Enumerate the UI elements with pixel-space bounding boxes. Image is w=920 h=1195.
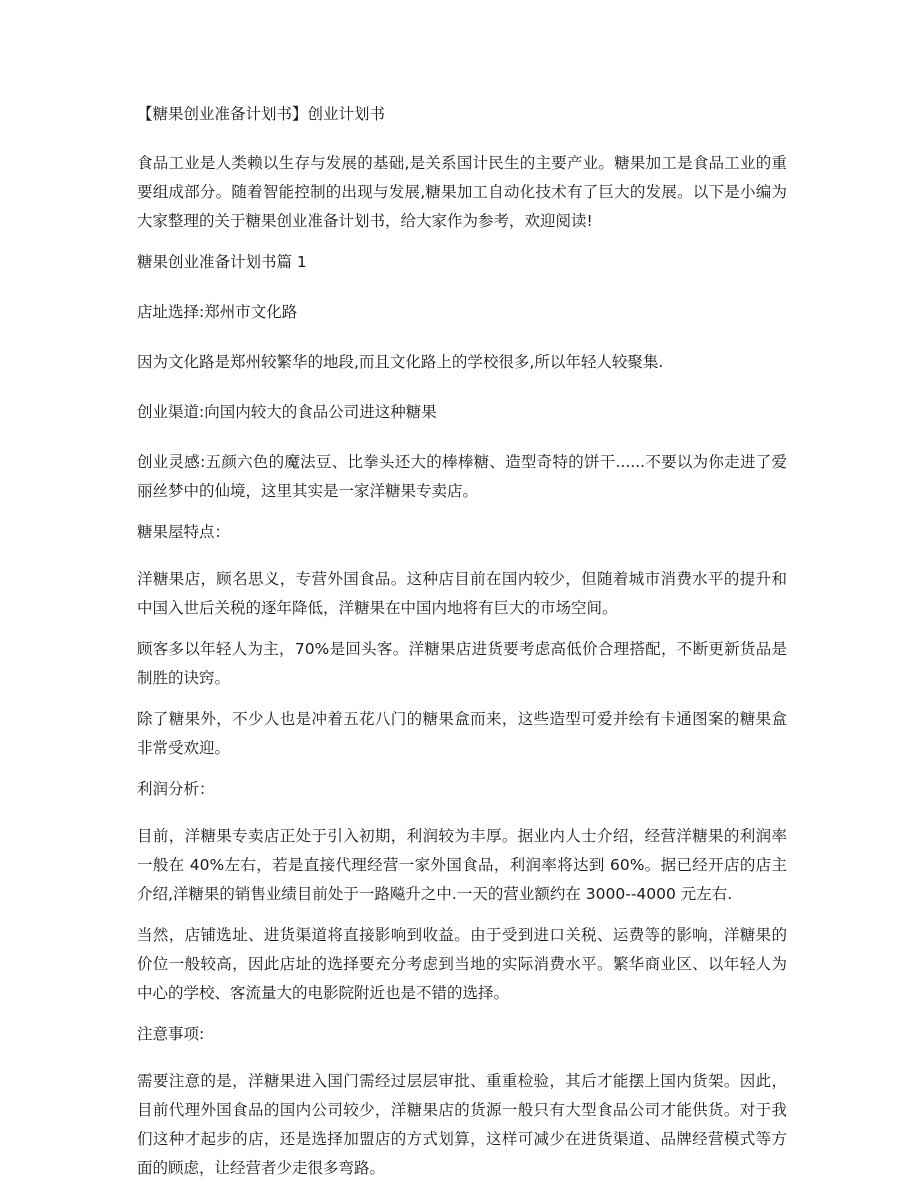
paragraph-customers: 顾客多以年轻人为主，70%是回头客。洋糖果店进货要考虑高低价合理搭配，不断更新货品是制胜的诀窍。 [137,640,787,687]
document-title: 【糖果创业准备计划书】创业计划书 [137,105,386,123]
paragraph-features-heading: 糖果屋特点： [137,523,231,541]
paragraph-profit: 目前，洋糖果专卖店正处于引入初期，利润较为丰厚。据业内人士介绍，经营洋糖果的利润率一般在 40%左右，若是直接代理经营一家外国食品，利润率将达到 60%。据已经开店的店主介绍,洋糖果的销售业绩目前处于一路飚升之中.一天的营业额约在 3000--4000 元左右. [137,827,787,903]
paragraph-candy-boxes: 除了糖果外，不少人也是冲着五花八门的糖果盒而来，这些造型可爱并绘有卡通图案的糖果盒非常受欢迎。 [137,710,787,757]
paragraph-channel: 创业渠道:向国内较大的食品公司进这种糖果 [137,403,437,421]
paragraph-notes-heading: 注意事项: [137,1025,205,1043]
paragraph-notes: 需要注意的是，洋糖果进入国门需经过层层审批、重重检验，其后才能摆上国内货架。因此，目前代理外国食品的国内公司较少，洋糖果店的货源一般只有大型食品公司才能供货。对于我们这种才起步的店，还是选择加盟店的方式划算，这样可减少在进货渠道、品牌经营模式等方面的顾虑，让经营者少走很多弯路。 [137,1072,787,1177]
section-heading: 糖果创业准备计划书篇 1 [137,253,307,271]
intro-paragraph: 食品工业是人类赖以生存与发展的基础,是关系国计民生的主要产业。糖果加工是食品工业的重要组成部分。随着智能控制的出现与发展,糖果加工自动化技术有了巨大的发展。以下是小编为大家整理的关于糖果创业准备计划书，给大家作为参考，欢迎阅读! [137,154,787,230]
paragraph-location: 店址选择:郑州市文化路 [137,303,298,321]
paragraph-inspiration: 创业灵感:五颜六色的魔法豆、比拳头还大的棒棒糖、造型奇特的饼干......不要以为你走进了爱丽丝梦中的仙境，这里其实是一家洋糖果专卖店。 [137,453,787,500]
paragraph-features: 洋糖果店，顾名思义，专营外国食品。这种店目前在国内较少，但随着城市消费水平的提升和中国入世后关税的逐年降低，洋糖果在中国内地将有巨大的市场空间。 [137,570,787,617]
paragraph-site-selection: 当然，店铺选址、进货渠道将直接影响到收益。由于受到进口关税、运费等的影响，洋糖果的价位一般较高，因此店址的选择要充分考虑到当地的实际消费水平。繁华商业区、以年轻人为中心的学校、客流量大的电影院附近也是不错的选择。 [137,926,787,1002]
paragraph-location-reason: 因为文化路是郑州较繁华的地段,而且文化路上的学校很多,所以年轻人较聚集. [137,353,664,371]
paragraph-profit-heading: 利润分析： [137,780,215,798]
document-page [137,100,787,1195]
